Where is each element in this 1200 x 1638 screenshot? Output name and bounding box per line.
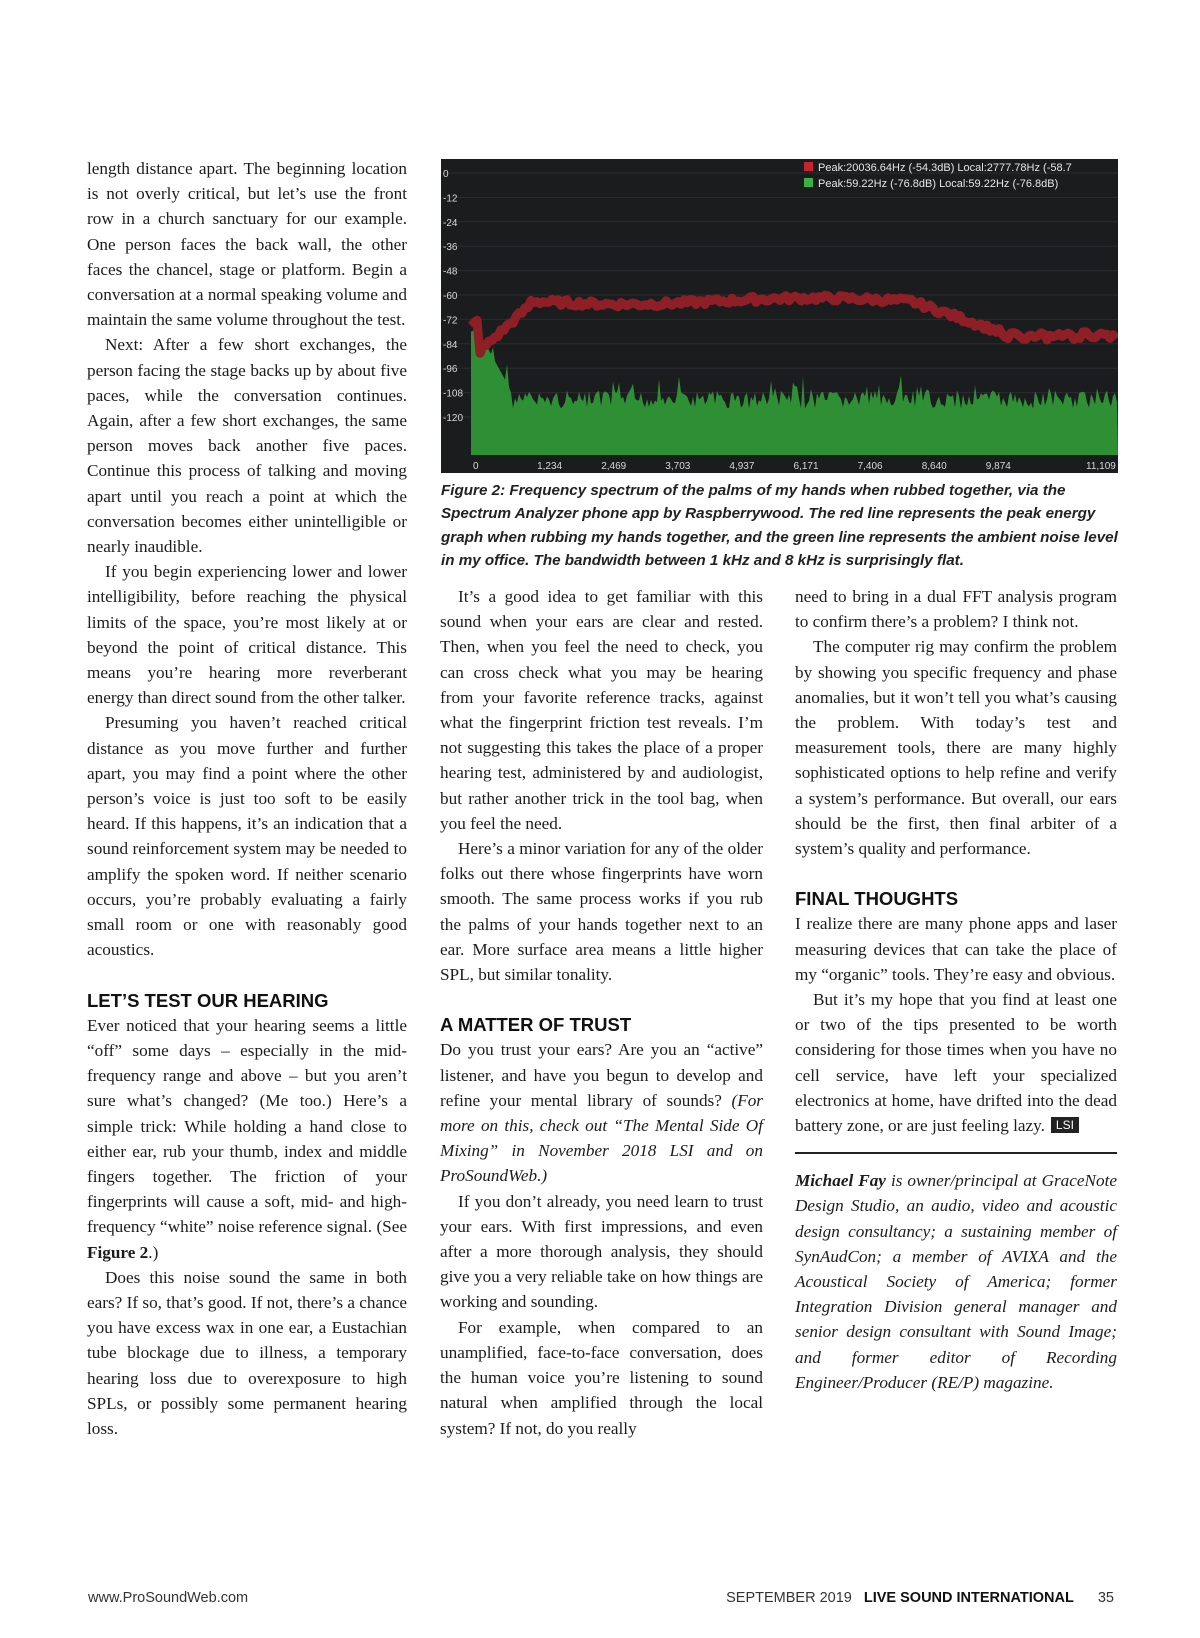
paragraph-text: Do you trust your ears? Are you an “active” listener, and have you begun to develop and refine your mental library of sounds? — [440, 1040, 763, 1110]
y-tick-label: -84 — [443, 339, 458, 351]
x-tick-label: 0 — [473, 461, 479, 472]
paragraph-text: Ever noticed that your hearing seems a little “off” some days – especially in the mid-frequency range and above – but you aren’t sure what’s changed? (Me too.) Here’s a simple trick: While holding a hand close to either ear, rub your thumb, index and middle fingers together. The friction of your fingerprints will cause a soft, mid- and high-frequency “white” noise reference signal. (See — [87, 1015, 407, 1237]
column-3 — [795, 584, 1117, 1395]
y-tick-label: -60 — [443, 291, 458, 302]
y-tick-label: -120 — [443, 413, 464, 424]
paragraph: The computer rig may confirm the problem by showing you specific frequency and phase anomalies, but it won’t tell you what’s causing the problem. With today’s test and measurement tools, there are many highly sophisticated options to help refine and verify a system’s performance. But overall, our ears should be the first, then final arbiter of a system’s quality and performance. — [795, 637, 1117, 859]
y-tick-label: -72 — [443, 315, 458, 327]
y-tick-label: -12 — [443, 193, 458, 205]
section-heading: LET’S TEST OUR HEARING — [87, 989, 329, 1011]
section-heading: A MATTER OF TRUST — [440, 1014, 632, 1036]
paragraph: Next: After a few short exchanges, the person facing the stage backs up by about five paces, while the conversation continues. Again, after a few short exchanges, the same person moves back another five paces. Continue this process of talking and moving apart until you reach a point at which the conversation becomes either unintelligible or nearly inaudible. — [87, 335, 407, 557]
x-tick-label: 11,109 — [1086, 461, 1116, 472]
paragraph: Presuming you haven’t reached critical distance as you move further and further apart, you may find a point where the other person’s voice is just too soft to be easily heard. If this happens, it’s an indication that a sound reinforcement system may be needed to amplify the spoken word. If neither scenario occurs, you’re probably evaluating a fairly small room or one with reasonably good acoustics. — [87, 713, 407, 960]
footer-website: www.ProSoundWeb.com — [88, 1590, 249, 1606]
paragraph: If you begin experiencing lower and lower intelligibility, before reaching the physical limits of the space, you’re most likely at or beyond the point of critical distance. This means you’re hearing more reverberant energy than direct sound from the other talker. — [87, 562, 407, 708]
end-mark-badge: LSI — [1051, 1117, 1079, 1133]
paragraph — [87, 1013, 407, 1265]
x-tick-label: 9,874 — [985, 461, 1011, 472]
y-axis-ticks — [443, 169, 463, 424]
y-tick-label: -36 — [443, 242, 458, 254]
x-tick-label: 6,171 — [793, 461, 819, 472]
figure-caption: Figure 2: Frequency spectrum of the palms of my hands when rubbed together, via the Spectrum Analyzer phone app by Raspberrywood. The red line represents the peak energy graph when rubbing my hands together, and the green line represents the ambient noise level in my office. The bandwidth between 1 kHz and 8 kHz is surprisingly flat. — [441, 482, 1118, 570]
peak-energy-line — [471, 295, 1116, 353]
paragraph — [795, 987, 1117, 1138]
author-bio — [795, 1168, 1117, 1395]
paragraph-text: .) — [148, 1242, 159, 1262]
y-tick-label: 0 — [443, 169, 449, 180]
y-tick-label: -108 — [443, 388, 464, 400]
paragraph: length distance apart. The beginning location is not overly critical, but let’s use the front row in a church sanctuary for our example. One person faces the back wall, the other faces the chancel, stage or platform. Begin a conversation at a normal speaking volume and maintain the same volume throughout the test. — [87, 159, 407, 330]
y-tick-label: -96 — [443, 364, 458, 376]
column-1 — [87, 156, 407, 1441]
legend-green-label: Peak:59.22Hz (-76.8dB) Local:59.22Hz (-76.8dB) — [818, 178, 1059, 190]
x-tick-label: 4,937 — [729, 461, 755, 472]
x-tick-label: 8,640 — [921, 461, 947, 472]
legend-green-swatch — [804, 178, 813, 187]
section-heading: FINAL THOUGHTS — [795, 888, 959, 910]
paragraph — [440, 1037, 763, 1188]
author-name: Michael Fay — [795, 1171, 886, 1191]
y-tick-label: -48 — [443, 266, 458, 278]
footer-info — [726, 1590, 1114, 1606]
paragraph: Does this noise sound the same in both ears? If so, that’s good. If not, there’s a chance you have excess wax in one ear, a Eustachian tube blockage due to illness, a temporary hearing loss due to overexposure to high SPLs, or possibly some permanent hearing loss. — [87, 1267, 407, 1438]
paragraph: If you don’t already, you need learn to trust your ears. With first impressions, and even after a more thorough analysis, they should give you a very reliable take on how things are working and sounding. — [440, 1191, 763, 1312]
x-tick-label: 7,406 — [857, 461, 883, 472]
paragraph: I realize there are many phone apps and laser measuring devices that can take the place of my “organic” tools. They’re easy and obvious. — [795, 914, 1117, 984]
x-tick-label: 1,234 — [537, 461, 563, 472]
y-tick-label: -24 — [443, 217, 458, 229]
paragraph: For example, when compared to an unamplified, face-to-face conversation, does the human voice you’re listening to sound natural when amplified through the local system? If not, do you really — [440, 1317, 763, 1438]
reference-note: (For more on this, check out “The Mental Side Of Mixing” in November 2018 LSI and on ProSoundWeb.) — [440, 1090, 763, 1186]
paragraph: need to bring in a dual FFT analysis program to confirm there’s a problem? I think not. — [795, 587, 1117, 632]
column-2 — [440, 584, 763, 1441]
x-tick-label: 2,469 — [601, 461, 627, 472]
paragraph: It’s a good idea to get familiar with this sound when your ears are clear and rested. Then, when you feel the need to check, you can cross check what you may be hearing from your favorite reference tracks, against what the fingerprint friction test reveals. I’m not suggesting this takes the place of a proper hearing test, administered by and audiologist, but rather another trick in the tool bag, when you feel the need. — [440, 587, 763, 833]
author-bio-text: is owner/principal at GraceNote Design Studio, an audio, video and acoustic design consultancy; a sustaining member of SynAudCon; a member of AVIXA and the Acoustical Society of America; former Integration Division general manager and senior design consultant with Sound Image; and former editor of Recording Engineer/Producer (RE/P) magazine. — [795, 1171, 1117, 1392]
spectrum-figure — [441, 159, 1118, 473]
spectrum-chart — [441, 159, 1118, 473]
footer-magazine: LIVE SOUND INTERNATIONAL — [863, 1590, 1074, 1606]
paragraph: Here’s a minor variation for any of the older folks out there whose fingerprints have worn smooth. The same process works if you rub the palms of your hands together next to an ear. More surface area means a little higher SPL, but similar tonality. — [440, 839, 763, 985]
figure-reference: Figure 2 — [87, 1242, 149, 1262]
divider — [795, 1152, 1117, 1154]
page-number: 35 — [1097, 1590, 1114, 1606]
legend-red-label: Peak:20036.64Hz (-54.3dB) Local:2777.78Hz (-58.7 — [818, 162, 1072, 174]
paragraph-text: But it’s my hope that you find at least one or two of the tips presented to be worth considering for those times when you have no cell service, have left your specialized electronics at home, have drifted into the dead battery zone, or are just feeling lazy. — [795, 990, 1117, 1136]
x-tick-label: 3,703 — [665, 461, 691, 472]
x-axis-ticks — [473, 461, 1116, 472]
legend-red-swatch — [804, 162, 813, 171]
footer-date: SEPTEMBER 2019 — [726, 1590, 852, 1606]
